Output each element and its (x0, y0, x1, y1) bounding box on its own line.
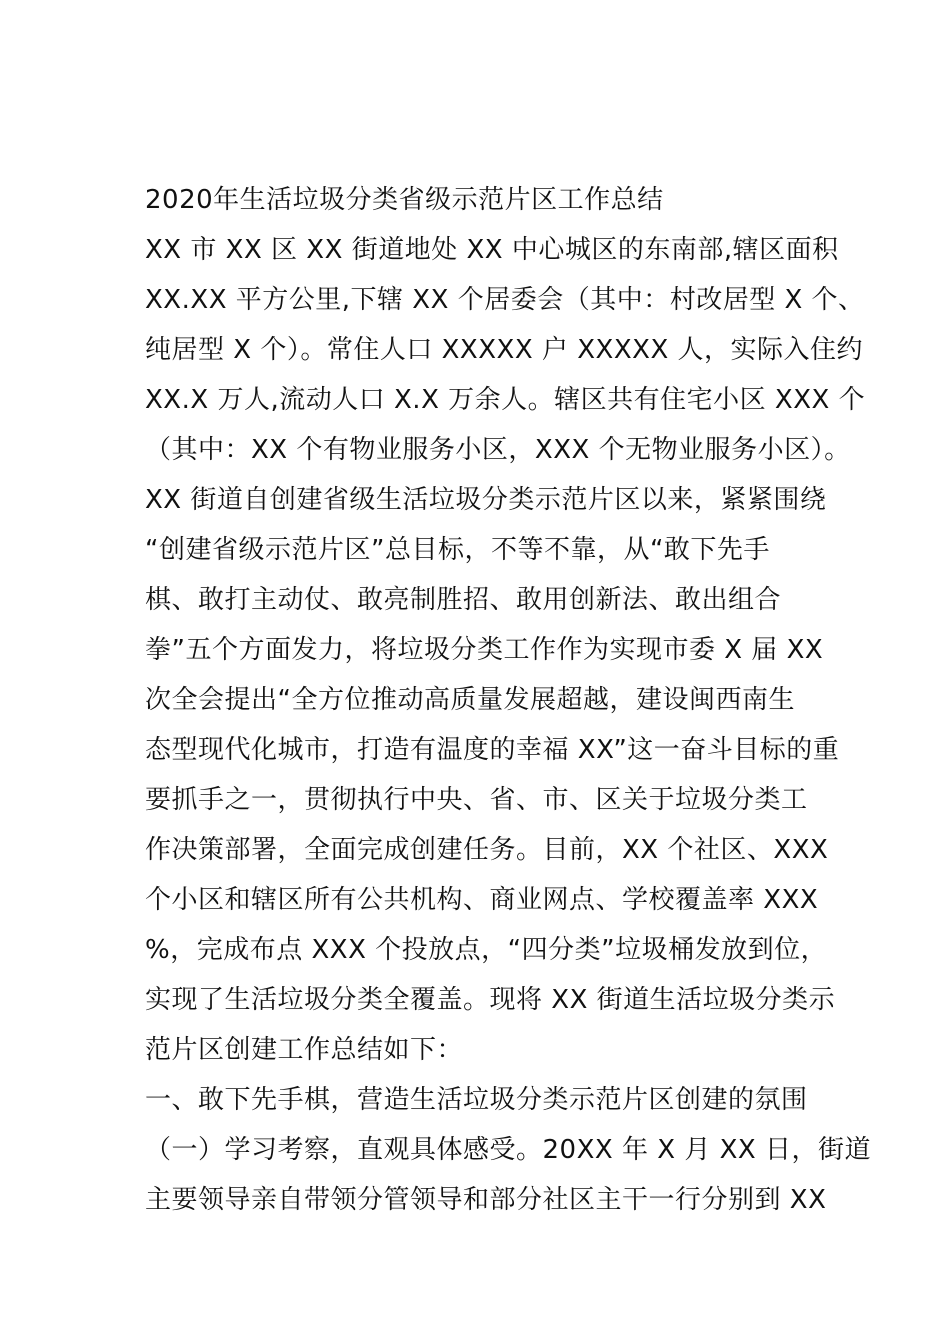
body-line-8: 棋、敢打主动仗、敢亮制胜招、敢用创新法、敢出组合 (145, 585, 782, 615)
body-line-16: 实现了生活垃圾分类全覆盖。现将 XX 街道生活垃圾分类示 (145, 985, 836, 1015)
body-line-4: XX.X 万人,流动人口 X.X 万余人。辖区共有住宅小区 XXX 个 (145, 385, 866, 415)
subsection-heading-1: （一）学习考察，直观具体感受。20XX 年 X 月 XX 日，街道 (145, 1135, 871, 1165)
body-line-15: %，完成布点 XXX 个投放点，“四分类”垃圾桶发放到位， (145, 935, 828, 965)
body-line-3: 纯居型 X 个）。常住人口 XXXXX 户 XXXXX 人，实际入住约 (145, 335, 864, 365)
body-line-7: “创建省级示范片区”总目标，不等不靠，从“敢下先手 (145, 535, 770, 565)
body-line-9: 拳”五个方面发力，将垃圾分类工作作为实现市委 X 届 XX (145, 635, 824, 665)
body-line-12: 要抓手之一，贯彻执行中央、省、市、区关于垃圾分类工 (145, 785, 808, 815)
body-line-1: XX 市 XX 区 XX 街道地处 XX 中心城区的东南部,辖区面积 (145, 235, 839, 265)
body-line-14: 个小区和辖区所有公共机构、商业网点、学校覆盖率 XXX (145, 885, 819, 915)
body-line-6: XX 街道自创建省级生活垃圾分类示范片区以来，紧紧围绕 (145, 485, 827, 515)
body-line-10: 次全会提出“全方位推动高质量发展超越，建设闽西南生 (145, 685, 795, 715)
document-title: 2020年生活垃圾分类省级示范片区工作总结 (145, 185, 664, 215)
body-line-11: 态型现代化城市，打造有温度的幸福 XX”这一奋斗目标的重 (145, 735, 840, 765)
body-line-5: （其中：XX 个有物业服务小区，XXX 个无物业服务小区）。 (145, 435, 851, 465)
body-line-13: 作决策部署，全面完成创建任务。目前，XX 个社区、XXX (145, 835, 829, 865)
body-line-17: 范片区创建工作总结如下： (145, 1035, 464, 1065)
body-line-20: 主要领导亲自带领分管领导和部分社区主干一行分别到 XX (145, 1185, 827, 1215)
section-heading-1: 一、敢下先手棋，营造生活垃圾分类示范片区创建的氛围 (145, 1085, 808, 1115)
body-line-2: XX.XX 平方公里,下辖 XX 个居委会（其中：村改居型 X 个、 (145, 285, 865, 315)
